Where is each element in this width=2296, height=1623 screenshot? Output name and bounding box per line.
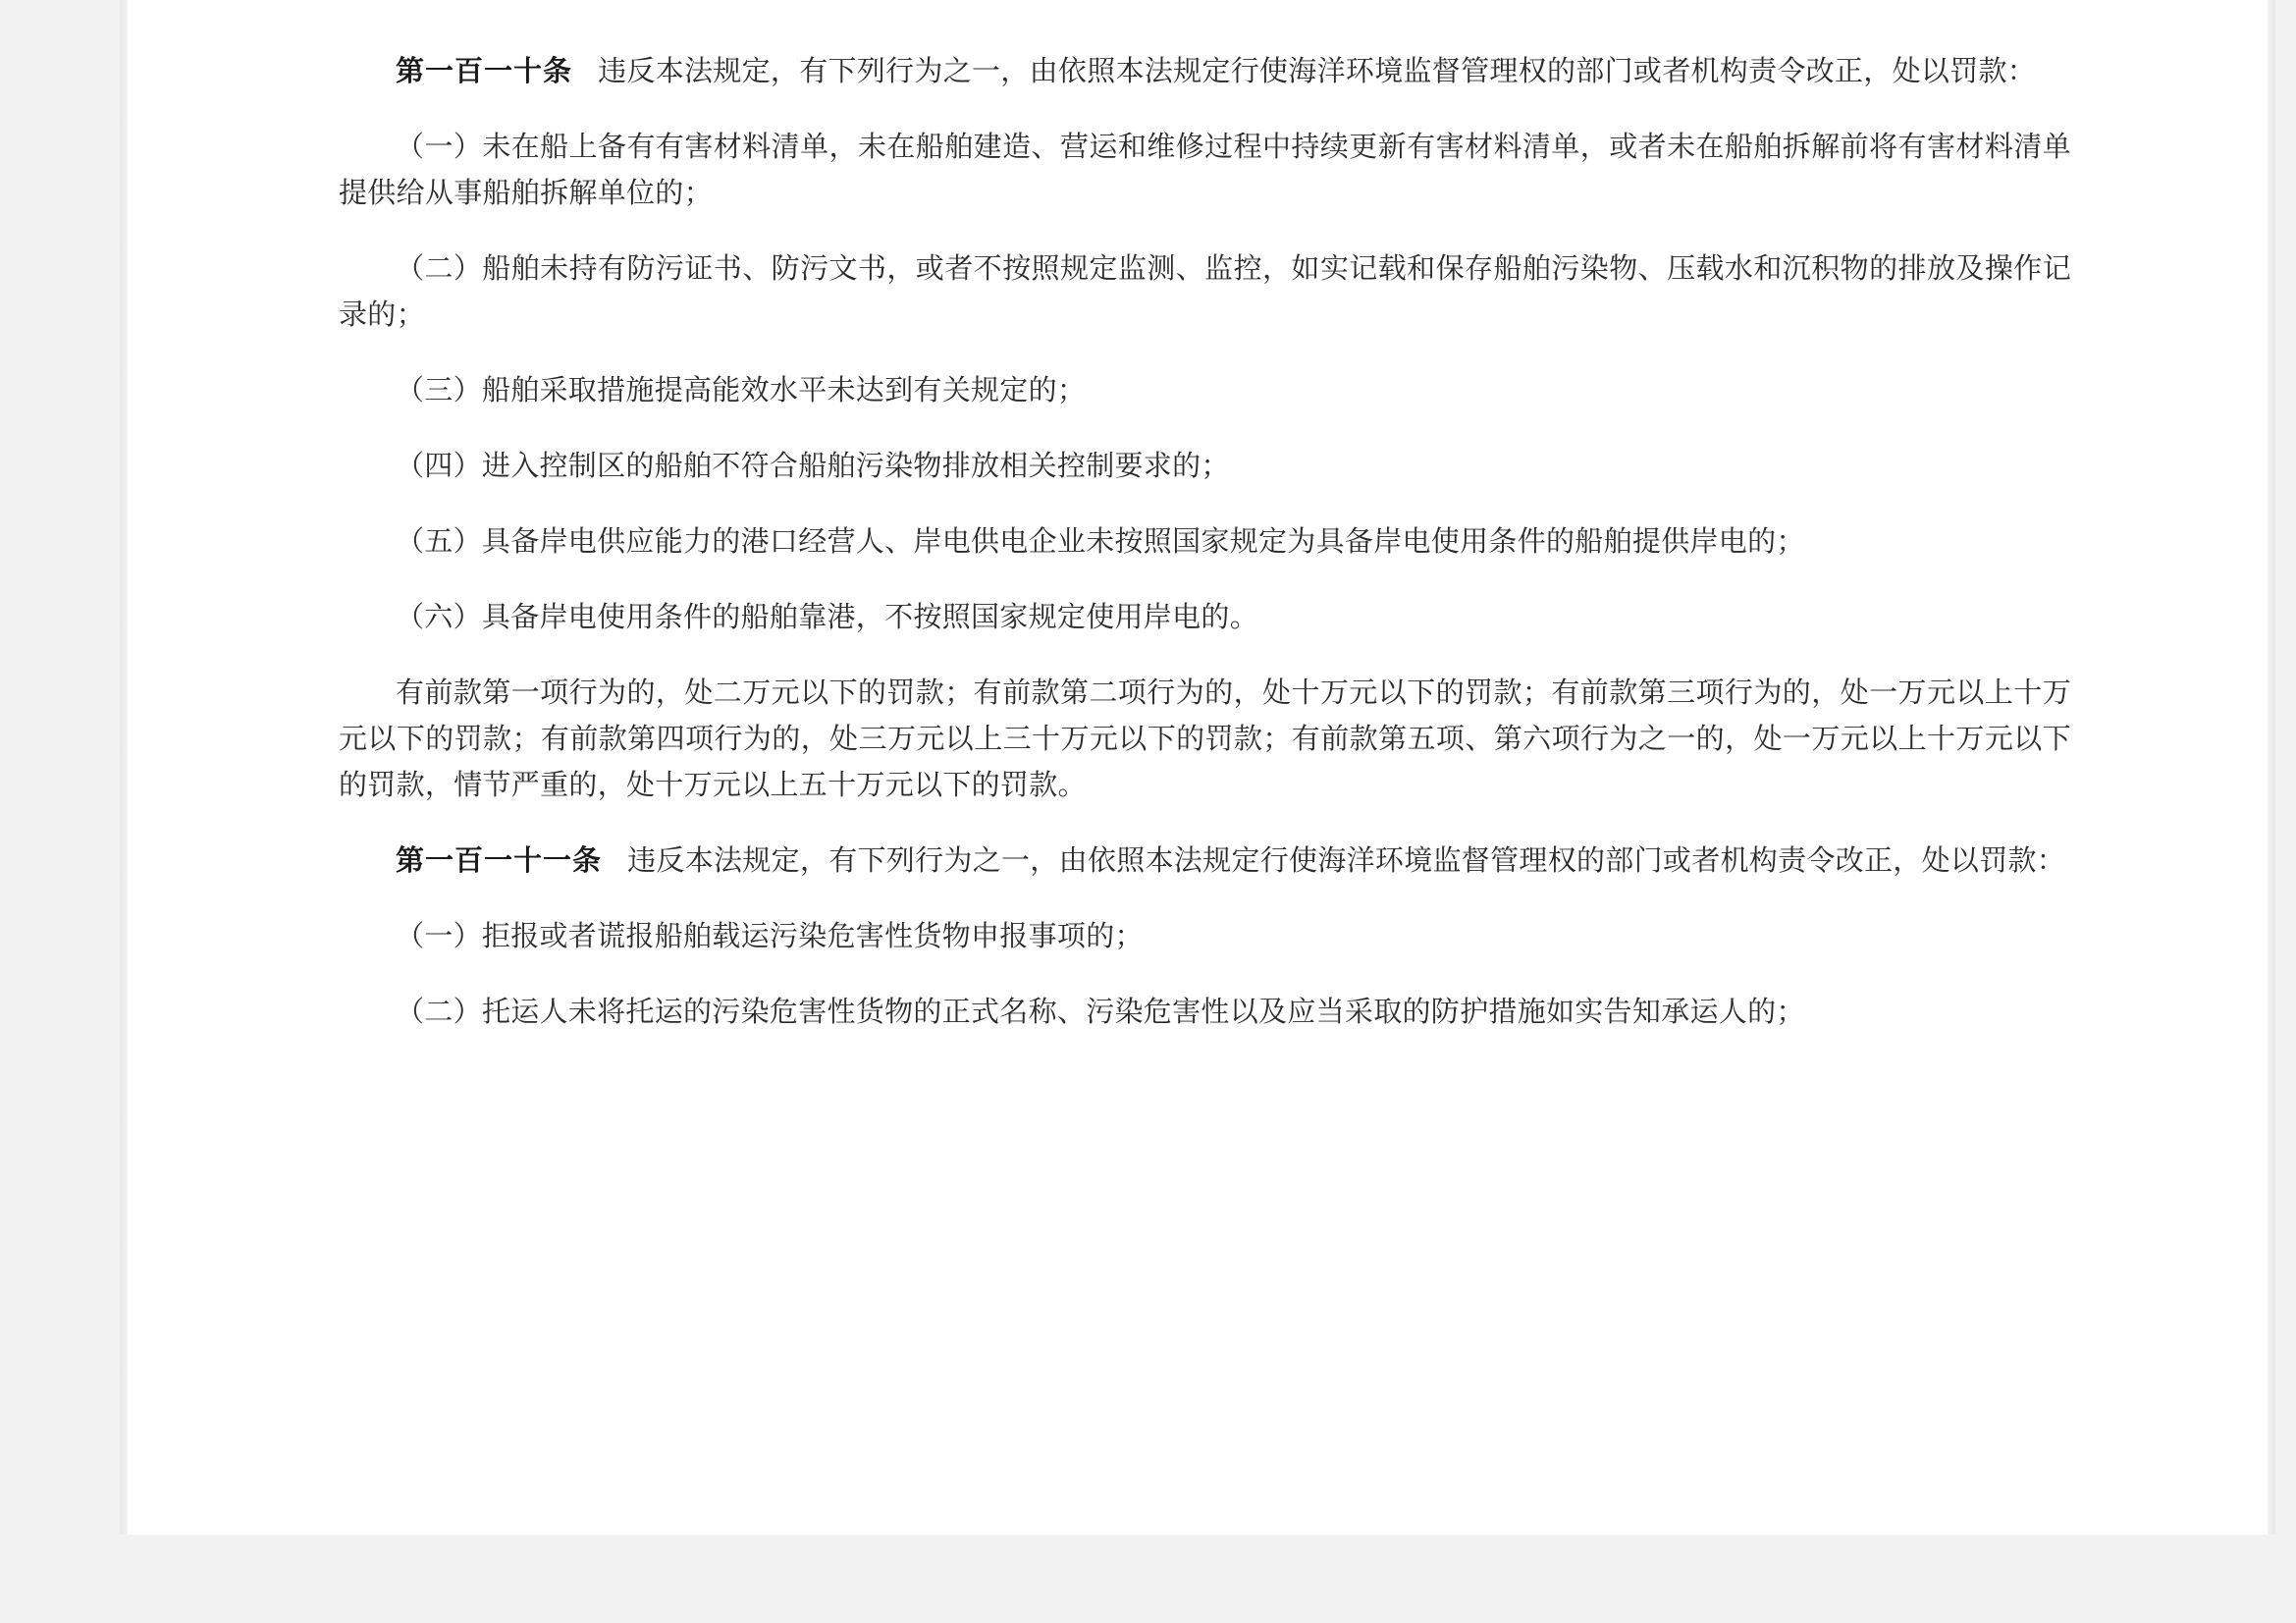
list-item: （三）船舶采取措施提高能效水平未达到有关规定的；: [396, 374, 1087, 406]
article-text: 违反本法规定，有下列行为之一，由依照本法规定行使海洋环境监督管理权的部门或者机构责令改正，处以罚款：: [627, 844, 2066, 877]
article-paragraph: [339, 49, 2071, 95]
document-page: [128, 0, 2268, 1535]
list-item: （一）未在船上备有有害材料清单，未在船舶建造、营运和维修过程中持续更新有害材料清单，或者未在船舶拆解前将有害材料清单提供给从事船舶拆解单位的；: [339, 131, 2071, 209]
penalty-paragraph: 有前款第一项行为的，处二万元以下的罚款；有前款第二项行为的，处十万元以下的罚款；有前款第三项行为的，处一万元以上十万元以下的罚款；有前款第四项行为的，处三万元以上三十万元以下的罚款；有前款第五项、第六项行为之一的，处一万元以上十万元以下的罚款，情节严重的，处十万元以上五十万元以下的罚款。: [339, 676, 2071, 801]
article-text: 违反本法规定，有下列行为之一，由依照本法规定行使海洋环境监督管理权的部门或者机构责令改正，处以罚款：: [598, 56, 2037, 87]
list-item: （一）拒报或者谎报船舶载运污染危害性货物申报事项的；: [396, 920, 1144, 952]
document-body: [128, 0, 2268, 1105]
page-shadow-left: [120, 0, 128, 1535]
page-shadow-right: [2268, 0, 2275, 1535]
list-item: （五）具备岸电供应能力的港口经营人、岸电供电企业未按照国家规定为具备岸电使用条件的船舶提供岸电的；: [396, 525, 1805, 558]
article-number: 第一百一十一条: [396, 844, 603, 877]
list-item: （六）具备岸电使用条件的船舶靠港，不按照国家规定使用岸电的。: [396, 601, 1259, 633]
article-number: 第一百一十条: [396, 56, 573, 87]
list-item: （二）托运人未将托运的污染危害性货物的正式名称、污染危害性以及应当采取的防护措施如实告知承运人的；: [396, 996, 1805, 1028]
list-item: （二）船舶未持有防污证书、防污文书，或者不按照规定监测、监控，如实记载和保存船舶污染物、压载水和沉积物的排放及操作记录的；: [339, 252, 2071, 331]
list-item: （四）进入控制区的船舶不符合船舶污染物排放相关控制要求的；: [396, 450, 1230, 482]
article-paragraph: [339, 839, 2071, 885]
